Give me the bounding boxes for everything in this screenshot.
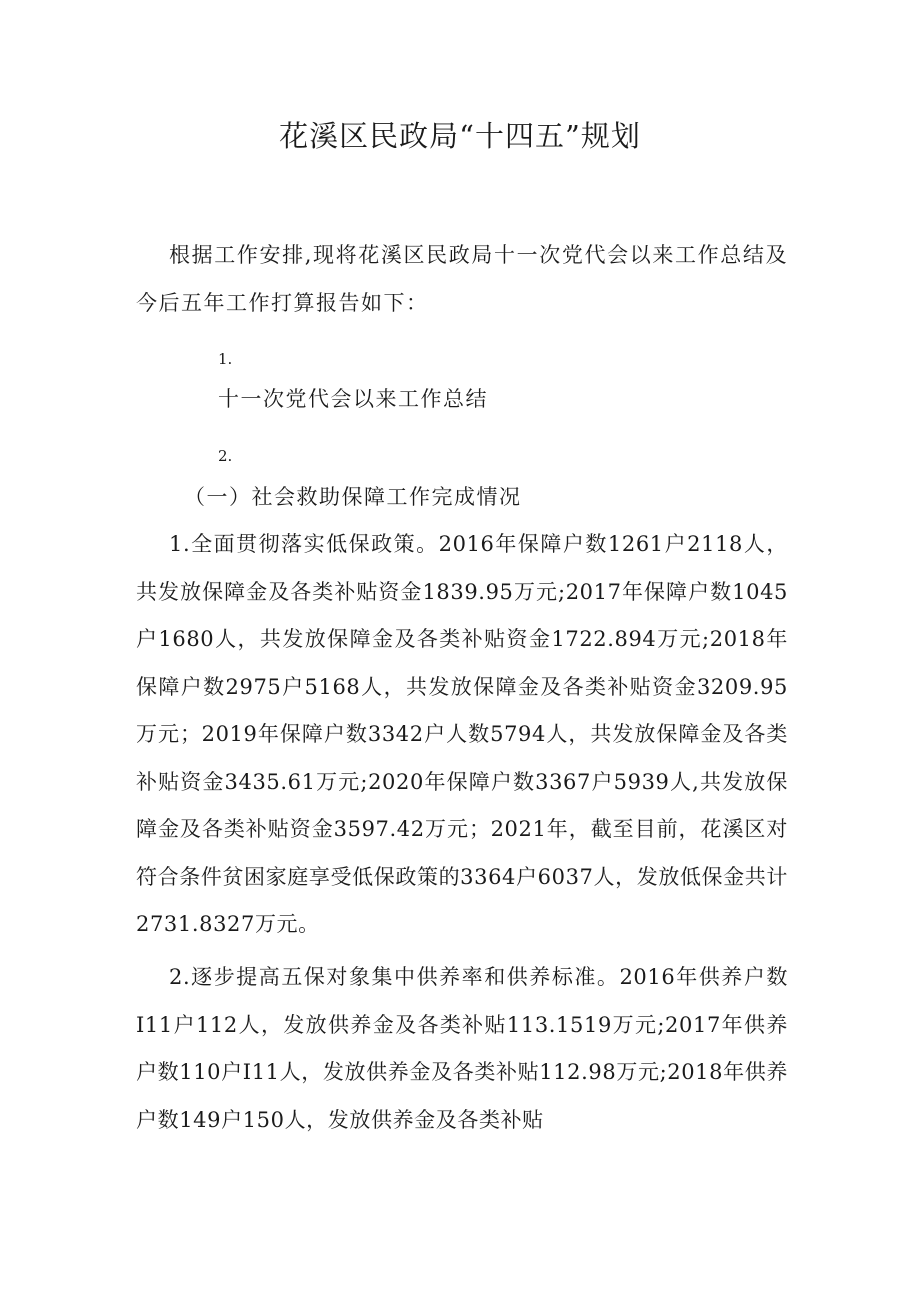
subsection-heading: （一）社会救助保障工作完成情况 bbox=[184, 485, 522, 509]
intro-paragraph: 根据工作安排,现将花溪区民政局十一次党代会以来工作总结及今后五年工作打算报告如下： bbox=[136, 243, 788, 315]
section-number-2: 2. bbox=[218, 447, 233, 465]
paragraph-subsistence-allowance: 1.全面贯彻落实低保政策。2016年保障户数1261户2118人，共发放保障金及各类补贴资金1839.95万元;2017年保障户数1045户1680人，共发放保障金及各类补贴资金1722.894万元;2018年保障户数2975户5168人，共发放保障金及各类补贴资金3209.95万元；2019年保障户数3342户人数5794人，共发放保障金及各类补贴资金3435.61万元;2020年保障户数3367户5939人,共发放保障金及各类补贴资金3597.42万元；2021年，截至目前，花溪区对符合条件贫困家庭享受低保政策的3364户6037人，发放低保金共计2731.8327万元。 bbox=[136, 532, 788, 936]
paragraph-five-guarantees: 2.逐步提高五保对象集中供养率和供养标准。2016年供养户数I11户112人，发放供养金及各类补贴113.1519万元;2017年供养户数110户I11人，发放供养金及各类补贴112.98万元;2018年供养户数149户150人，发放供养金及各类补贴 bbox=[136, 965, 788, 1132]
document-title: 花溪区民政局“十四五”规划 bbox=[279, 119, 641, 153]
section-heading-1: 十一次党代会以来工作总结 bbox=[218, 387, 488, 411]
section-number-1: 1. bbox=[218, 350, 233, 368]
